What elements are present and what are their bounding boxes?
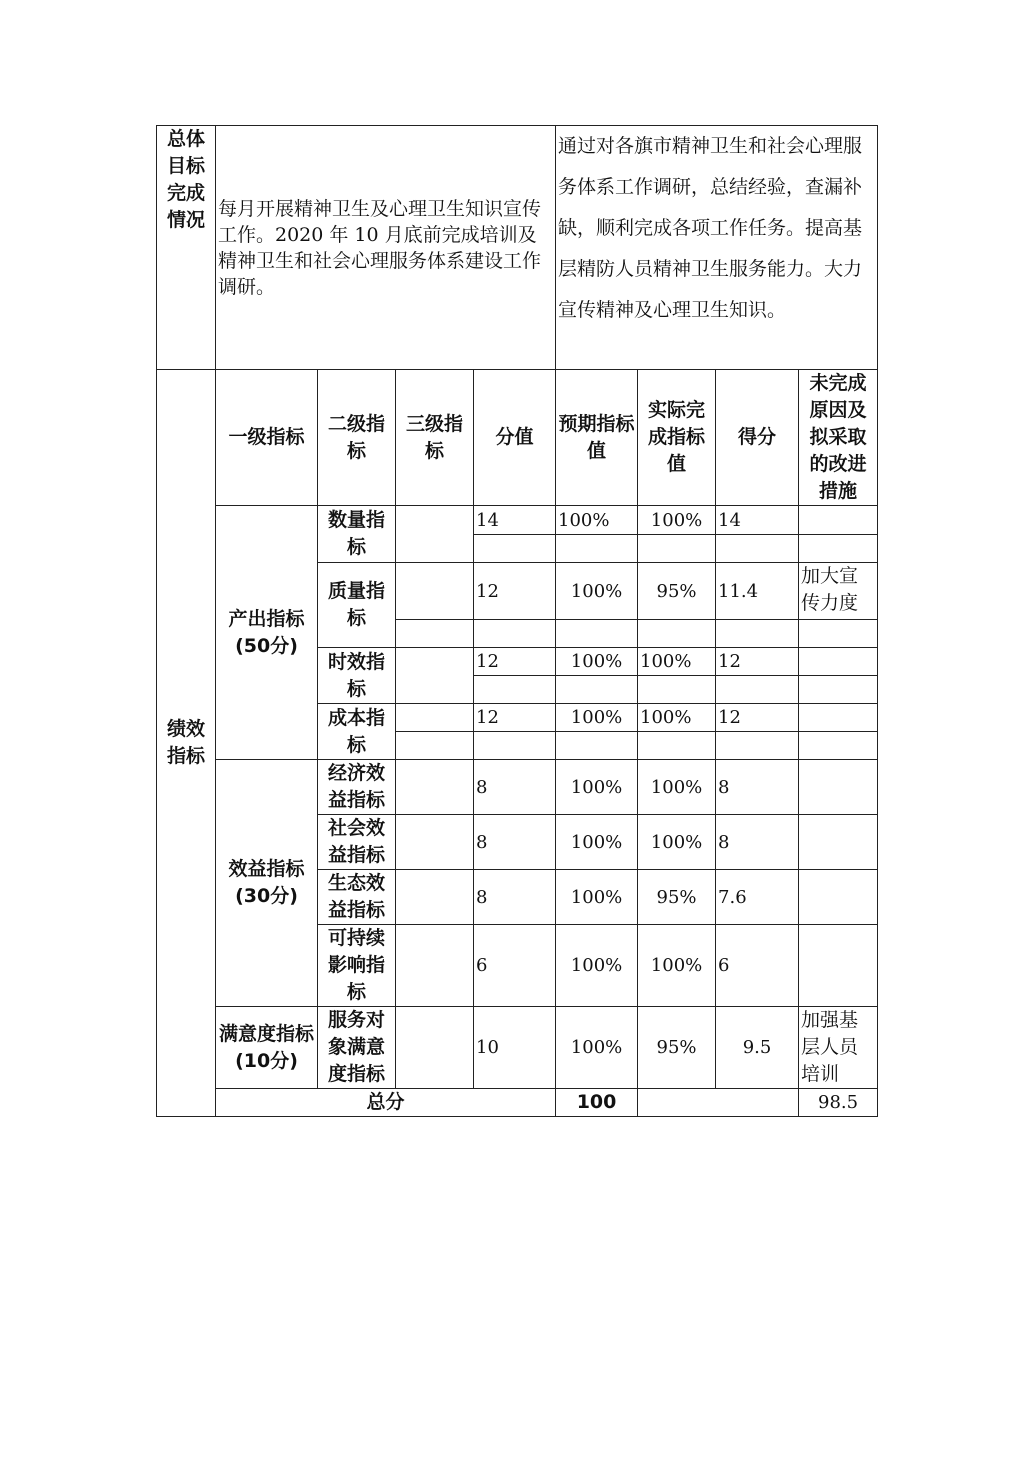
row-name-timeliness: 时效指标	[318, 648, 396, 704]
score-quantity: 14	[716, 506, 799, 535]
actual-quantity: 100%	[638, 506, 716, 535]
group-output: 产出指标 (50分)	[216, 506, 318, 760]
level3-cell	[396, 648, 474, 704]
header-score: 得分	[716, 370, 799, 506]
goal-label: 总体目标完成情况	[157, 126, 216, 370]
goal-row	[157, 126, 878, 370]
header-level1: 一级指标	[216, 370, 318, 506]
level3-cell	[396, 704, 474, 732]
perf-label: 绩效指标	[157, 370, 216, 1117]
score-social: 8	[716, 815, 799, 870]
level3-cell	[396, 925, 474, 1007]
reason-timeliness	[799, 648, 878, 676]
reason-economic	[799, 760, 878, 815]
score-timeliness: 12	[716, 648, 799, 676]
value-timeliness: 12	[474, 648, 556, 676]
expected-economic: 100%	[556, 760, 638, 815]
row-name-service: 服务对象满意度指标	[318, 1007, 396, 1089]
expected-social: 100%	[556, 815, 638, 870]
header-level3: 三级指标	[396, 370, 474, 506]
reason-sustainable	[799, 925, 878, 1007]
row-name-quality: 质量指标	[318, 563, 396, 648]
level3-cell	[396, 815, 474, 870]
expected-ecological: 100%	[556, 870, 638, 925]
goal-target-text: 每月开展精神卫生及心理卫生知识宣传工作。2020 年 10 月底前完成培训及精神卫生和社会心理服务体系建设工作调研。	[216, 126, 556, 370]
header-reason: 未完成原因及拟采取的改进措施	[799, 370, 878, 506]
value-service: 10	[474, 1007, 556, 1089]
row-name-cost: 成本指标	[318, 704, 396, 760]
actual-quality: 95%	[638, 563, 716, 620]
actual-cost: 100%	[638, 704, 716, 732]
table-row	[157, 1007, 878, 1089]
value-ecological: 8	[474, 870, 556, 925]
header-expected: 预期指标值	[556, 370, 638, 506]
expected-quality: 100%	[556, 563, 638, 620]
reason-cost	[799, 704, 878, 732]
level3-cell	[396, 870, 474, 925]
value-social: 8	[474, 815, 556, 870]
actual-ecological: 95%	[638, 870, 716, 925]
expected-service: 100%	[556, 1007, 638, 1089]
expected-cost: 100%	[556, 704, 638, 732]
reason-ecological	[799, 870, 878, 925]
value-cost: 12	[474, 704, 556, 732]
table-row	[157, 760, 878, 815]
actual-sustainable: 100%	[638, 925, 716, 1007]
total-score: 98.5	[799, 1089, 878, 1117]
level3-cell	[396, 1007, 474, 1089]
value-economic: 8	[474, 760, 556, 815]
header-score-value: 分值	[474, 370, 556, 506]
actual-economic: 100%	[638, 760, 716, 815]
table-row	[157, 506, 878, 535]
score-ecological: 7.6	[716, 870, 799, 925]
total-row	[157, 1089, 878, 1117]
reason-quality: 加大宣传力度	[799, 563, 878, 620]
row-name-economic: 经济效益指标	[318, 760, 396, 815]
expected-sustainable: 100%	[556, 925, 638, 1007]
total-empty	[638, 1089, 799, 1117]
reason-service: 加强基层人员培训	[799, 1007, 878, 1089]
reason-social	[799, 815, 878, 870]
actual-service: 95%	[638, 1007, 716, 1089]
row-name-sustainable: 可持续影响指标	[318, 925, 396, 1007]
level3-cell	[396, 760, 474, 815]
expected-quantity: 100%	[556, 506, 638, 535]
row-name-ecological: 生态效益指标	[318, 870, 396, 925]
header-level2: 二级指标	[318, 370, 396, 506]
actual-timeliness: 100%	[638, 648, 716, 676]
performance-evaluation-sheet	[156, 125, 877, 1117]
actual-social: 100%	[638, 815, 716, 870]
reason-quantity	[799, 506, 878, 535]
performance-table	[156, 125, 878, 1117]
total-value: 100	[556, 1089, 638, 1117]
score-service: 9.5	[716, 1007, 799, 1089]
header-actual: 实际完成指标值	[638, 370, 716, 506]
score-sustainable: 6	[716, 925, 799, 1007]
score-cost: 12	[716, 704, 799, 732]
group-satisfaction: 满意度指标(10分)	[216, 1007, 318, 1089]
level3-cell	[396, 563, 474, 620]
group-benefit: 效益指标(30分)	[216, 760, 318, 1007]
value-sustainable: 6	[474, 925, 556, 1007]
score-quality: 11.4	[716, 563, 799, 620]
level3-cell	[396, 506, 474, 563]
total-label: 总分	[216, 1089, 556, 1117]
row-name-social: 社会效益指标	[318, 815, 396, 870]
value-quality: 12	[474, 563, 556, 620]
header-row	[157, 370, 878, 506]
goal-actual-text: 通过对各旗市精神卫生和社会心理服务体系工作调研，总结经验，查漏补缺，顺利完成各项工作任务。提高基层精防人员精神卫生服务能力。大力宣传精神及心理卫生知识。	[556, 126, 878, 370]
score-economic: 8	[716, 760, 799, 815]
row-name-quantity: 数量指标	[318, 506, 396, 563]
value-quantity: 14	[474, 506, 556, 535]
expected-timeliness: 100%	[556, 648, 638, 676]
